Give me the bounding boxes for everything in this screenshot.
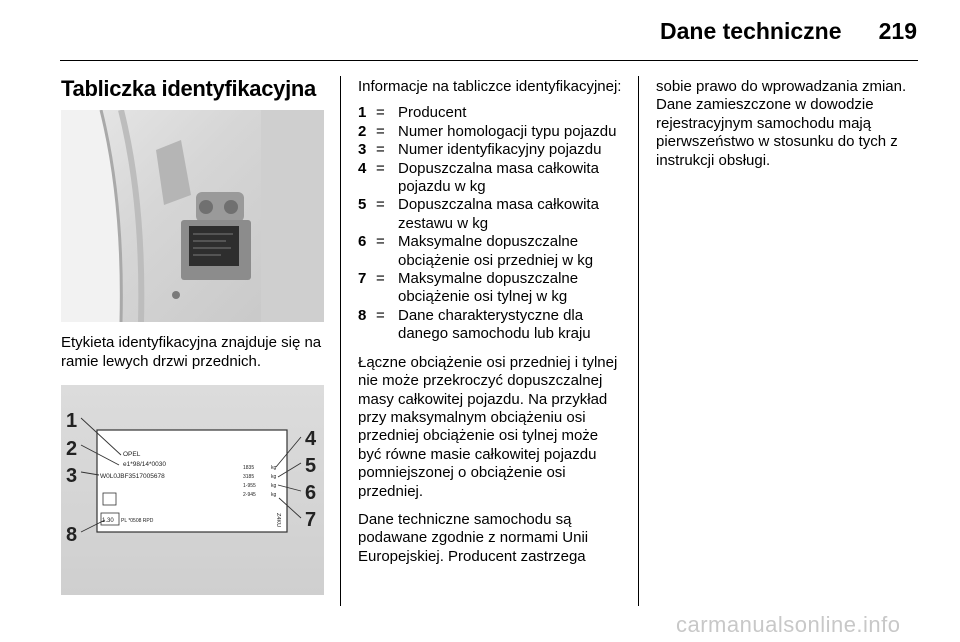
callout-1: 1 [66, 410, 78, 432]
plate-weight-combination: 3185 [243, 474, 255, 480]
plate-side-code: Z4KU [275, 513, 281, 528]
legend-text: Maksymalne dopuszczalne obciążenie osi tylnej w kg [398, 270, 579, 306]
legend-text: Dane charakterystyczne dla danego samochodu lub kraju [398, 306, 591, 343]
legend-number: 1 [358, 104, 367, 122]
legend-item [358, 141, 623, 159]
legend-item [358, 160, 623, 197]
legend-equals: = [376, 306, 385, 324]
photo-caption: Etykieta identyfikacyjna znajduje się na ramie lewych drzwi przednich. [61, 334, 322, 370]
section-heading: Tabliczka identyfikacyjna [61, 76, 316, 101]
callout-6: 6 [305, 482, 317, 504]
continuation-paragraph: sobie prawo do wprowadzania zmian. Dane zamieszczone w dowodzie rejestracyjnym samochodu mają pierwszeństwo w stosunku do tych z instrukcji obsługi. [656, 78, 907, 169]
legend-text: Producent [398, 104, 467, 122]
id-plate-in-photo [189, 226, 239, 266]
legend-number: 2 [358, 122, 367, 140]
plate-outline [97, 430, 287, 532]
column-divider-1 [340, 76, 341, 606]
plate-brand: OPEL [123, 451, 141, 458]
legend-intro: Informacje na tabliczce identyfikacyjnej: [358, 78, 622, 95]
callout-8: 8 [66, 524, 78, 546]
header-rule [60, 60, 918, 61]
legend-number: 4 [358, 159, 367, 177]
plate-bottom-text: PL *0508 RPD [121, 518, 154, 524]
legend-list [358, 104, 623, 343]
column-left [61, 76, 331, 102]
legend-equals: = [376, 196, 385, 214]
eu-standards-paragraph: Dane techniczne samochodu są podawane zgodnie z normami Unii Europejskiej. Producent zastrzega [358, 510, 589, 565]
legend-item [358, 233, 623, 270]
column-divider-2 [638, 76, 639, 606]
plate-unit-1: kg [271, 465, 277, 471]
legend-item [358, 196, 623, 233]
legend-text: Dopuszczalna masa całkowita pojazdu w kg [398, 159, 599, 196]
plate-weight-front-axle: 1-955 [243, 483, 256, 489]
column-middle [358, 78, 623, 566]
id-plate-diagram [61, 385, 324, 595]
legend-text: Numer identyfikacyjny pojazdu [398, 141, 602, 159]
legend-equals: = [376, 104, 385, 122]
plate-unit-4: kg [271, 492, 277, 498]
legend-equals: = [376, 141, 385, 159]
legend-text: Maksymalne dopuszczalne obciążenie osi przedniej w kg [398, 233, 594, 269]
legend-number: 5 [358, 196, 367, 214]
callout-3: 3 [66, 465, 78, 487]
column-right [656, 78, 926, 170]
callout-2: 2 [66, 438, 78, 460]
door-frame-photo [61, 110, 324, 322]
legend-equals: = [376, 233, 385, 251]
header-title: Dane techniczne [660, 18, 842, 44]
plate-weight-total: 1835 [243, 465, 255, 471]
plate-homologation: e1*98/14*0030 [123, 461, 167, 468]
legend-text: Numer homologacji typu pojazdu [398, 122, 617, 140]
callout-5: 5 [305, 455, 317, 477]
legend-item [358, 104, 623, 122]
callout-4: 4 [305, 428, 317, 450]
legend-number: 3 [358, 141, 367, 159]
plate-unit-2: kg [271, 474, 277, 480]
legend-item [358, 270, 623, 307]
legend-equals: = [376, 122, 385, 140]
legend-number: 8 [358, 306, 367, 324]
plate-unit-3: kg [271, 483, 277, 489]
legend-equals: = [376, 159, 385, 177]
id-plate-svg [61, 385, 324, 595]
plate-vin: W0L0JBF3517005678 [100, 473, 165, 480]
page-number: 219 [878, 18, 917, 44]
axle-load-paragraph: Łączne obciążenie osi przedniej i tylnej nie może przekroczyć dopuszczalnej masy całkowitej pojazdu. Na przykład przy maksymalnym obciążeniu osi przedniej obciążenie osi tylnej może być równe masie całkowitej pojazdu pomniejszonej o obciążenie osi przedniej. [358, 353, 618, 500]
plate-weight-rear-axle: 2-945 [243, 492, 256, 498]
legend-item [358, 307, 623, 344]
callout-7: 7 [305, 509, 317, 531]
watermark: carmanualsonline.info [676, 612, 901, 637]
legend-equals: = [376, 270, 385, 288]
legend-item [358, 123, 623, 141]
legend-number: 6 [358, 233, 367, 251]
legend-text: Dopuszczalna masa całkowita zestawu w kg [398, 196, 599, 232]
plate-small-code: 1.30 [102, 518, 114, 524]
door-frame-illustration [61, 110, 324, 322]
legend-number: 7 [358, 270, 367, 288]
